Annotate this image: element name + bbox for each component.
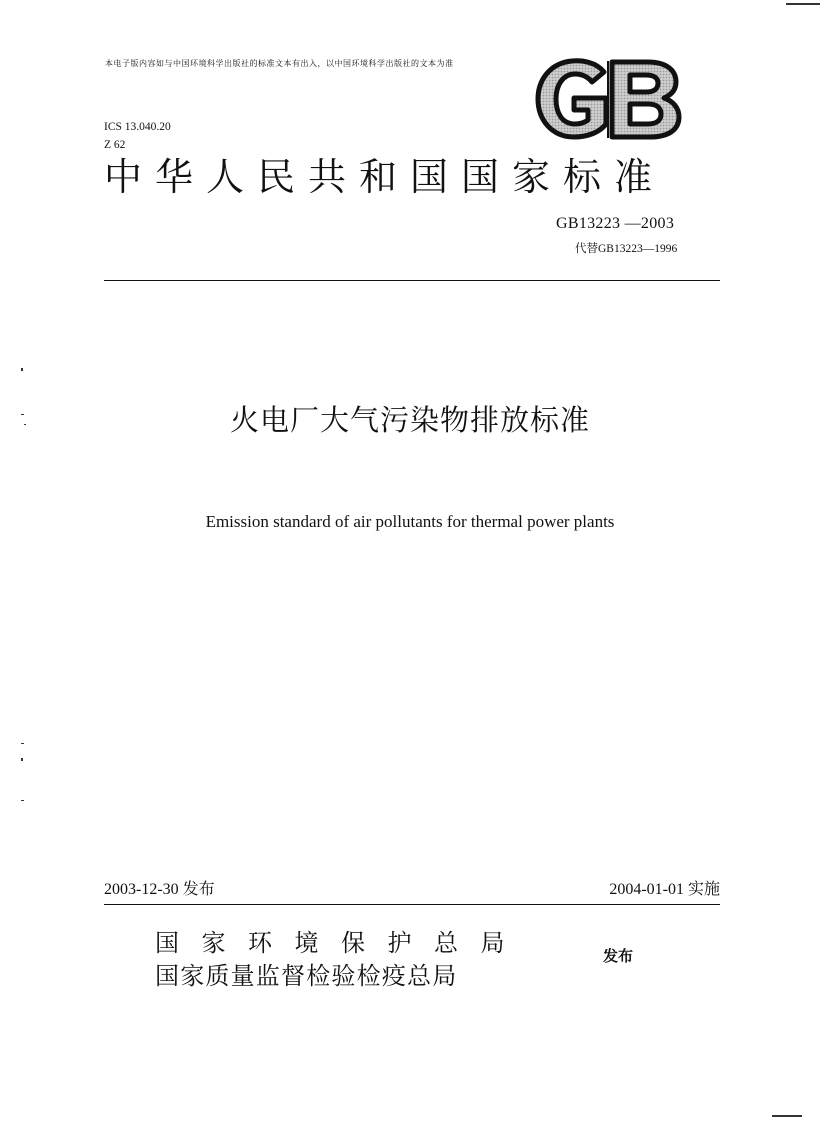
issuer-environmental-protection: 国家环境保护总局 [155,929,527,957]
footer-divider [104,904,720,905]
publish-label: 发布 [603,947,634,965]
implementation-date: 2004-01-01 实施 [609,881,720,898]
chinese-title: 火电厂大气污染物排放标准 [229,403,590,437]
scan-speck [21,368,23,371]
issuer-quality-supervision: 国家质量监督检验检疫总局 [155,962,458,990]
scan-speck [21,743,24,744]
scan-speck [21,414,24,415]
scan-speck [772,1115,802,1117]
copyright-notice: 本电子版内容如与中国环境科学出版社的标准文本有出入，以中国环境科学出版社的文本为准 [105,59,454,68]
scan-speck [786,3,820,5]
english-title: Emission standard of air pollutants for thermal power plants [205,512,615,531]
header-divider [104,280,720,281]
scan-speck [21,758,23,761]
replaces-standard: 代替GB13223—1996 [575,243,678,255]
gb-logo [530,58,682,140]
classification-code: Z 62 [104,139,126,151]
standard-number: GB13223 —2003 [556,215,675,232]
scan-speck [24,424,26,425]
issue-date: 2003-12-30 发布 [104,881,215,898]
national-standard-title: 中华人民共和国国家标准 [104,155,666,199]
ics-code: ICS 13.040.20 [104,121,171,133]
scan-speck [21,800,24,801]
